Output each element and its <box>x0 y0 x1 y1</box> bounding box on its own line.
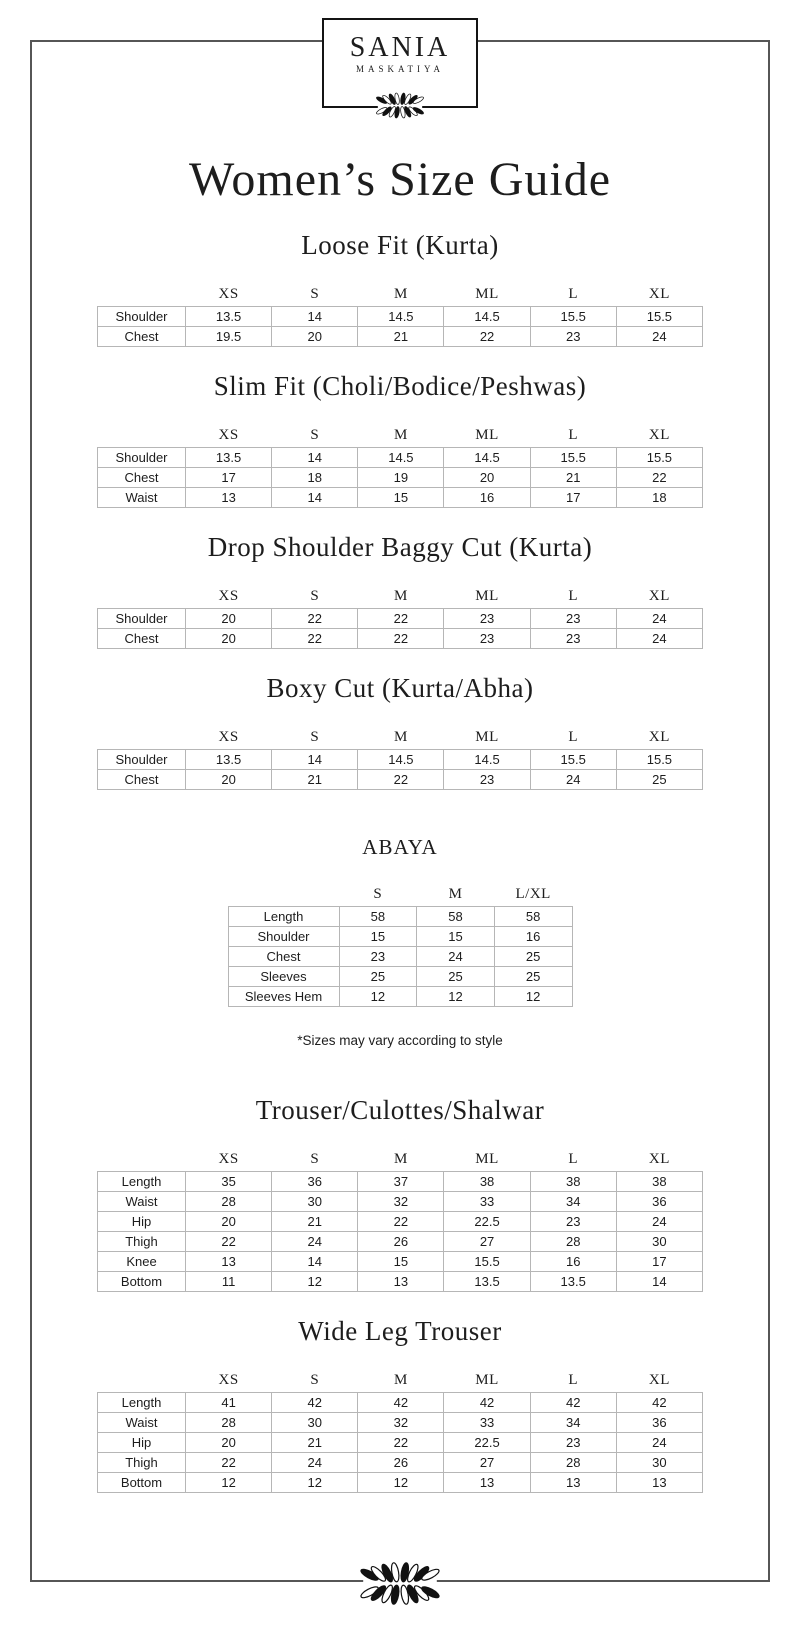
size-value: 24 <box>616 1212 702 1232</box>
size-note: *Sizes may vary according to style <box>297 1033 503 1048</box>
size-value: 34 <box>530 1192 616 1212</box>
size-value: 26 <box>358 1453 444 1473</box>
size-value: 24 <box>616 1433 702 1453</box>
size-column-label: L <box>568 426 579 443</box>
table-row <box>98 1453 703 1473</box>
size-value: 20 <box>186 1433 272 1453</box>
size-value: 16 <box>494 927 572 947</box>
table-row <box>98 609 703 629</box>
size-value: 24 <box>272 1232 358 1252</box>
size-value: 32 <box>358 1192 444 1212</box>
size-value: 20 <box>186 770 272 790</box>
size-value: 41 <box>186 1393 272 1413</box>
size-value: 23 <box>530 327 616 347</box>
row-label: Length <box>98 1172 186 1192</box>
size-value: 28 <box>530 1232 616 1252</box>
size-value: 22 <box>186 1232 272 1252</box>
size-value: 14.5 <box>444 307 530 327</box>
size-value: 21 <box>530 468 616 488</box>
size-value: 15.5 <box>530 307 616 327</box>
size-value: 13 <box>186 488 272 508</box>
row-label: Chest <box>98 770 186 790</box>
size-column-label: S <box>373 885 383 902</box>
size-value: 36 <box>272 1172 358 1192</box>
size-value: 23 <box>339 947 417 967</box>
size-value: 15 <box>417 927 495 947</box>
size-value: 23 <box>444 770 530 790</box>
row-label: Chest <box>98 327 186 347</box>
size-value: 24 <box>616 609 702 629</box>
size-value: 18 <box>616 488 702 508</box>
size-value: 30 <box>616 1453 702 1473</box>
size-value: 25 <box>339 967 417 987</box>
size-value: 33 <box>444 1192 530 1212</box>
size-column-label: XS <box>218 1150 239 1167</box>
size-value: 21 <box>272 1433 358 1453</box>
size-value: 30 <box>272 1192 358 1212</box>
size-table <box>97 1147 703 1292</box>
size-value: 15 <box>358 1252 444 1272</box>
size-value: 24 <box>616 629 702 649</box>
size-table <box>97 423 703 508</box>
size-value: 58 <box>417 907 495 927</box>
brand-subname: MASKATIYA <box>355 64 444 74</box>
size-value: 23 <box>530 1433 616 1453</box>
row-label: Hip <box>98 1212 186 1232</box>
size-value: 24 <box>417 947 495 967</box>
row-label: Chest <box>98 468 186 488</box>
table-row <box>98 629 703 649</box>
corner-cell <box>98 1368 186 1393</box>
size-section <box>0 532 800 649</box>
content <box>0 120 800 1493</box>
row-label: Length <box>98 1393 186 1413</box>
size-column-label: S <box>310 426 320 443</box>
size-value: 22 <box>616 468 702 488</box>
row-label: Sleeves Hem <box>228 987 339 1007</box>
size-value: 14 <box>272 307 358 327</box>
size-value: 24 <box>272 1453 358 1473</box>
size-value: 25 <box>616 770 702 790</box>
size-value: 13.5 <box>444 1272 530 1292</box>
row-label: Shoulder <box>98 307 186 327</box>
size-column-label: XL <box>648 1150 670 1167</box>
size-value: 24 <box>616 327 702 347</box>
section-title: Slim Fit (Choli/Bodice/Peshwas) <box>213 371 587 401</box>
size-value: 16 <box>530 1252 616 1272</box>
size-value: 12 <box>272 1473 358 1493</box>
row-label: Chest <box>98 629 186 649</box>
row-label: Chest <box>228 947 339 967</box>
size-value: 17 <box>616 1252 702 1272</box>
size-value: 20 <box>186 1212 272 1232</box>
size-value: 13 <box>186 1252 272 1272</box>
table-row <box>98 1413 703 1433</box>
corner-cell <box>98 584 186 609</box>
size-column-label: XS <box>218 426 239 443</box>
size-value: 35 <box>186 1172 272 1192</box>
size-value: 22 <box>358 1433 444 1453</box>
size-column-label: S <box>310 1371 320 1388</box>
size-value: 25 <box>494 967 572 987</box>
table-row <box>228 967 572 987</box>
size-value: 15 <box>339 927 417 947</box>
size-value: 12 <box>417 987 495 1007</box>
size-column-label: L/XL <box>515 885 551 902</box>
size-column-label: M <box>393 426 408 443</box>
page-title: Women’s Size Guide <box>188 153 612 206</box>
size-column-label: S <box>310 1150 320 1167</box>
size-value: 14.5 <box>444 750 530 770</box>
size-value: 30 <box>616 1232 702 1252</box>
size-value: 25 <box>494 947 572 967</box>
size-value: 14 <box>272 1252 358 1272</box>
size-value: 28 <box>186 1413 272 1433</box>
size-column-label: XL <box>648 426 670 443</box>
table-row <box>98 488 703 508</box>
size-value: 22 <box>358 1212 444 1232</box>
size-column-label: ML <box>475 426 499 443</box>
table-row <box>98 448 703 468</box>
section-title: Loose Fit (Kurta) <box>301 230 499 260</box>
size-table <box>97 282 703 347</box>
size-value: 34 <box>530 1413 616 1433</box>
size-column-label: M <box>393 587 408 604</box>
size-value: 58 <box>339 907 417 927</box>
size-value: 27 <box>444 1453 530 1473</box>
table-row <box>98 307 703 327</box>
size-value: 22.5 <box>444 1212 530 1232</box>
brand-name: SANIA <box>349 32 451 63</box>
size-value: 14 <box>272 448 358 468</box>
size-value: 14.5 <box>358 307 444 327</box>
size-value: 15.5 <box>530 750 616 770</box>
table-row <box>228 987 572 1007</box>
row-label: Bottom <box>98 1473 186 1493</box>
size-column-label: XS <box>218 728 239 745</box>
size-column-label: ML <box>475 728 499 745</box>
size-column-label: M <box>393 1150 408 1167</box>
size-value: 13.5 <box>186 750 272 770</box>
size-value: 15.5 <box>530 448 616 468</box>
sections-container <box>0 230 800 1493</box>
row-label: Shoulder <box>98 750 186 770</box>
corner-cell <box>228 882 339 907</box>
size-value: 42 <box>272 1393 358 1413</box>
size-value: 42 <box>616 1393 702 1413</box>
size-section <box>0 673 800 790</box>
row-label: Waist <box>98 1192 186 1212</box>
size-value: 12 <box>358 1473 444 1493</box>
size-value: 14 <box>616 1272 702 1292</box>
size-value: 21 <box>272 1212 358 1232</box>
size-value: 25 <box>417 967 495 987</box>
size-value: 30 <box>272 1413 358 1433</box>
row-label: Knee <box>98 1252 186 1272</box>
size-value: 58 <box>494 907 572 927</box>
table-row <box>98 1272 703 1292</box>
size-value: 13 <box>616 1473 702 1493</box>
size-value: 12 <box>339 987 417 1007</box>
size-value: 16 <box>444 488 530 508</box>
size-value: 22 <box>186 1453 272 1473</box>
size-column-label: XL <box>648 285 670 302</box>
table-row <box>98 1212 703 1232</box>
size-value: 23 <box>530 609 616 629</box>
size-value: 21 <box>272 770 358 790</box>
size-table <box>97 1368 703 1493</box>
size-value: 22 <box>272 609 358 629</box>
row-label: Shoulder <box>228 927 339 947</box>
size-value: 33 <box>444 1413 530 1433</box>
size-column-label: XS <box>218 285 239 302</box>
size-value: 20 <box>186 609 272 629</box>
row-label: Thigh <box>98 1453 186 1473</box>
size-column-label: XL <box>648 728 670 745</box>
row-label: Thigh <box>98 1232 186 1252</box>
size-column-label: ML <box>475 1371 499 1388</box>
size-value: 14.5 <box>444 448 530 468</box>
table-row <box>98 1192 703 1212</box>
size-value: 13.5 <box>186 307 272 327</box>
size-table <box>97 584 703 649</box>
size-value: 13.5 <box>530 1272 616 1292</box>
table-row <box>98 770 703 790</box>
size-column-label: S <box>310 728 320 745</box>
size-value: 28 <box>530 1453 616 1473</box>
size-column-label: M <box>393 728 408 745</box>
size-value: 20 <box>272 327 358 347</box>
size-column-label: ML <box>475 1150 499 1167</box>
size-column-label: XL <box>648 1371 670 1388</box>
size-value: 12 <box>272 1272 358 1292</box>
size-value: 38 <box>444 1172 530 1192</box>
size-value: 18 <box>272 468 358 488</box>
size-column-label: XL <box>648 587 670 604</box>
size-table <box>228 882 573 1007</box>
size-column-label: L <box>568 728 579 745</box>
size-value: 42 <box>444 1393 530 1413</box>
size-section <box>0 371 800 508</box>
size-value: 12 <box>186 1473 272 1493</box>
size-value: 14 <box>272 488 358 508</box>
corner-cell <box>98 423 186 448</box>
size-value: 26 <box>358 1232 444 1252</box>
size-section <box>0 1316 800 1493</box>
size-column-label: XS <box>218 587 239 604</box>
size-value: 12 <box>494 987 572 1007</box>
table-row <box>98 1393 703 1413</box>
size-value: 11 <box>186 1272 272 1292</box>
row-label: Waist <box>98 488 186 508</box>
size-section <box>0 834 800 1049</box>
size-value: 22 <box>272 629 358 649</box>
section-title: ABAYA <box>362 835 438 859</box>
table-row <box>98 468 703 488</box>
size-value: 37 <box>358 1172 444 1192</box>
corner-cell <box>98 282 186 307</box>
size-value: 42 <box>530 1393 616 1413</box>
size-column-label: S <box>310 587 320 604</box>
size-value: 36 <box>616 1192 702 1212</box>
row-label: Hip <box>98 1433 186 1453</box>
size-column-label: XS <box>218 1371 239 1388</box>
size-column-label: L <box>568 285 579 302</box>
size-value: 15 <box>358 488 444 508</box>
row-label: Sleeves <box>228 967 339 987</box>
size-value: 36 <box>616 1413 702 1433</box>
size-value: 15.5 <box>616 448 702 468</box>
size-column-label: L <box>568 1150 579 1167</box>
leaf-ornament-icon <box>352 1561 448 1606</box>
leaf-ornament-icon <box>371 92 429 119</box>
brand-logo <box>322 18 478 108</box>
row-label: Bottom <box>98 1272 186 1292</box>
table-row <box>98 1252 703 1272</box>
size-table <box>97 725 703 790</box>
size-value: 13 <box>444 1473 530 1493</box>
section-title: Wide Leg Trouser <box>298 1316 502 1346</box>
size-value: 38 <box>616 1172 702 1192</box>
size-value: 13 <box>358 1272 444 1292</box>
size-value: 42 <box>358 1393 444 1413</box>
size-value: 32 <box>358 1413 444 1433</box>
size-column-label: S <box>310 285 320 302</box>
table-row <box>228 907 572 927</box>
size-value: 23 <box>530 629 616 649</box>
table-row <box>228 947 572 967</box>
table-row <box>98 1172 703 1192</box>
size-column-label: M <box>393 285 408 302</box>
row-label: Shoulder <box>98 609 186 629</box>
corner-cell <box>98 725 186 750</box>
table-row <box>98 327 703 347</box>
section-title: Boxy Cut (Kurta/Abha) <box>266 673 534 703</box>
size-value: 14.5 <box>358 750 444 770</box>
size-value: 38 <box>530 1172 616 1192</box>
size-value: 17 <box>186 468 272 488</box>
size-value: 14 <box>272 750 358 770</box>
size-column-label: ML <box>475 285 499 302</box>
size-column-label: L <box>568 587 579 604</box>
size-value: 15.5 <box>616 750 702 770</box>
size-value: 15.5 <box>616 307 702 327</box>
table-row <box>98 750 703 770</box>
size-value: 19.5 <box>186 327 272 347</box>
size-column-label: L <box>568 1371 579 1388</box>
table-row <box>98 1473 703 1493</box>
size-value: 22 <box>358 629 444 649</box>
table-row <box>98 1232 703 1252</box>
size-column-label: ML <box>475 587 499 604</box>
table-row <box>98 1433 703 1453</box>
size-value: 14.5 <box>358 448 444 468</box>
size-value: 13 <box>530 1473 616 1493</box>
size-value: 17 <box>530 488 616 508</box>
size-section <box>0 230 800 347</box>
table-row <box>228 927 572 947</box>
corner-cell <box>98 1147 186 1172</box>
row-label: Waist <box>98 1413 186 1433</box>
section-title: Drop Shoulder Baggy Cut (Kurta) <box>207 532 593 562</box>
size-value: 24 <box>530 770 616 790</box>
size-section <box>0 1095 800 1292</box>
size-value: 22 <box>358 609 444 629</box>
size-value: 27 <box>444 1232 530 1252</box>
size-value: 22 <box>444 327 530 347</box>
size-value: 23 <box>444 629 530 649</box>
size-value: 21 <box>358 327 444 347</box>
size-value: 22.5 <box>444 1433 530 1453</box>
size-value: 20 <box>186 629 272 649</box>
size-column-label: M <box>393 1371 408 1388</box>
section-title: Trouser/Culottes/Shalwar <box>255 1095 545 1125</box>
size-value: 19 <box>358 468 444 488</box>
size-value: 15.5 <box>444 1252 530 1272</box>
size-value: 23 <box>444 609 530 629</box>
size-value: 22 <box>358 770 444 790</box>
size-value: 20 <box>444 468 530 488</box>
size-value: 28 <box>186 1192 272 1212</box>
size-column-label: M <box>448 885 463 902</box>
row-label: Length <box>228 907 339 927</box>
row-label: Shoulder <box>98 448 186 468</box>
size-value: 23 <box>530 1212 616 1232</box>
size-value: 13.5 <box>186 448 272 468</box>
